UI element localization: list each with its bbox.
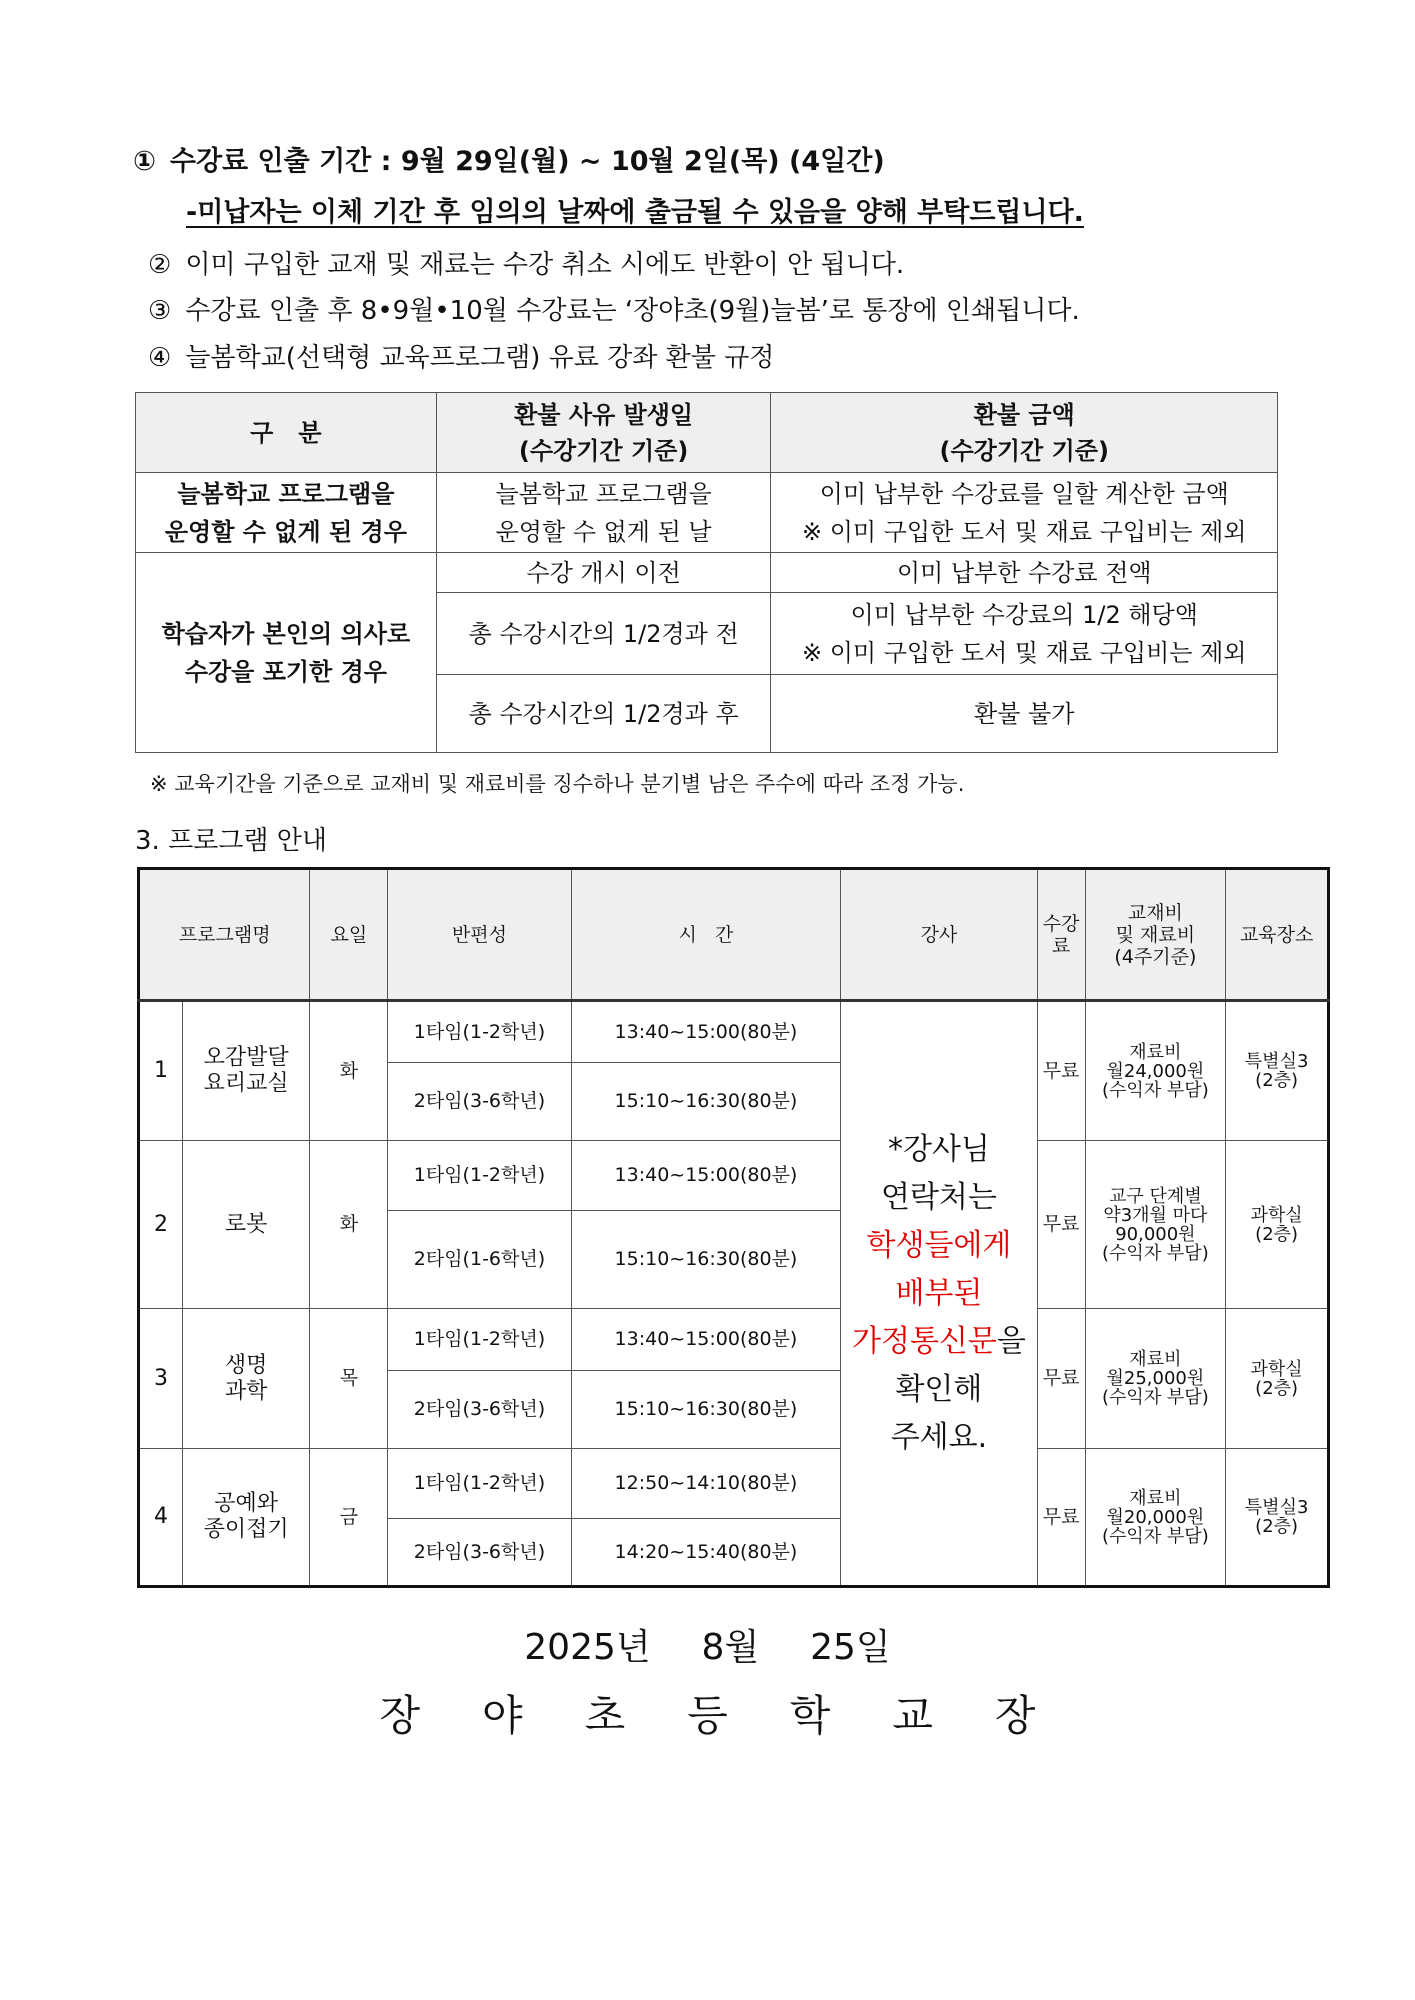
program-name <box>182 1001 310 1141</box>
program-header-material-line2: 및 재료비 <box>1115 923 1196 946</box>
program-time: 13:40~15:00(80분) <box>571 1309 841 1371</box>
program-place-line2: (2층) <box>1255 1223 1299 1245</box>
program-material <box>1085 1309 1226 1449</box>
program-no: 1 <box>139 1001 183 1141</box>
instructor-note-line7: 주세요. <box>890 1419 988 1455</box>
refund-row-1-date-line1: 늘봄학교 프로그램을 <box>495 479 712 508</box>
program-material-line1: 재료비 <box>1129 1487 1182 1509</box>
refund-header-amount-line2: (수강기간 기준) <box>939 436 1109 465</box>
program-class: 1타임(1-2학년) <box>388 1141 571 1211</box>
program-name <box>182 1449 310 1587</box>
program-name <box>182 1309 310 1449</box>
program-time: 15:10~16:30(80분) <box>571 1371 841 1449</box>
notice-item-3-text: 수강료 인출 후 8•9월•10월 수강료는 ‘장야초(9월)늘봄’로 통장에 인쇄됩니다. <box>185 296 1080 326</box>
program-place <box>1226 1001 1329 1141</box>
program-place-line2: (2층) <box>1255 1377 1299 1399</box>
notice-item-2 <box>148 248 904 282</box>
refund-row-2-category <box>136 553 437 753</box>
instructor-note-line2: 연락처는 <box>880 1179 997 1215</box>
program-class: 1타임(1-2학년) <box>388 1309 571 1371</box>
refund-row-1-category-line1: 늘봄학교 프로그램을 <box>177 479 395 508</box>
refund-header-date <box>436 393 771 473</box>
notice-item-4-text: 늘봄학교(선택형 교육프로그램) 유료 강좌 환불 규정 <box>185 343 775 373</box>
document-date: 2025년 8월 25일 <box>524 1627 891 1668</box>
program-material-line3: 90,000원 <box>1115 1223 1196 1245</box>
refund-header-date-line1: 환불 사유 발생일 <box>514 400 694 429</box>
program-place <box>1226 1449 1329 1587</box>
program-row <box>139 1309 1329 1371</box>
program-header-material-line3: (4주기준) <box>1114 945 1197 968</box>
program-header-material <box>1085 869 1226 1001</box>
refund-row-2a <box>136 553 1278 593</box>
refund-row-2-category-line1: 학습자가 본인의 의사로 <box>161 619 411 648</box>
program-time: 13:40~15:00(80분) <box>571 1001 841 1063</box>
program-day: 금 <box>310 1449 388 1587</box>
program-class: 2타임(3-6학년) <box>388 1519 571 1587</box>
program-day: 목 <box>310 1309 388 1449</box>
notice-item-1 <box>133 145 885 179</box>
program-material-line2: 월20,000원 <box>1106 1506 1205 1528</box>
refund-header-date-line2: (수강기간 기준) <box>518 436 689 465</box>
refund-row-1-date <box>436 473 771 553</box>
program-time: 15:10~16:30(80분) <box>571 1211 841 1309</box>
notice-item-2-text: 이미 구입한 교재 및 재료는 수강 취소 시에도 반환이 안 됩니다. <box>185 250 905 280</box>
program-class: 2타임(3-6학년) <box>388 1371 571 1449</box>
instructor-note-line4: 배부된 <box>895 1275 983 1311</box>
program-header-day: 요일 <box>310 869 388 1001</box>
program-material <box>1085 1449 1226 1587</box>
refund-row-2a-date: 수강 개시 이전 <box>436 553 771 593</box>
program-material-line2: 약3개월 마다 <box>1103 1204 1208 1226</box>
program-day: 화 <box>310 1001 388 1141</box>
program-time: 14:20~15:40(80분) <box>571 1519 841 1587</box>
program-row <box>139 1449 1329 1519</box>
program-header-time: 시 간 <box>571 869 841 1001</box>
circled-number-3: ③ <box>148 296 172 326</box>
notice-item-1-text: 수강료 인출 기간 : 9월 29일(월) ~ 10월 2일(목) (4일간) <box>169 146 885 177</box>
instructor-note-line3: 학생들에게 <box>866 1227 1012 1263</box>
program-time: 13:40~15:00(80분) <box>571 1141 841 1211</box>
refund-row-2a-amount: 이미 납부한 수강료 전액 <box>771 553 1278 593</box>
refund-row-2c-date: 총 수강시간의 1/2경과 후 <box>436 675 771 753</box>
program-material-line3: (수익자 부담) <box>1102 1079 1209 1101</box>
program-no: 4 <box>139 1449 183 1587</box>
program-place-line1: 특별실3 <box>1244 1497 1309 1518</box>
instructor-note-line5-red: 가정통신문 <box>851 1323 997 1359</box>
refund-row-1 <box>136 473 1278 553</box>
program-place-line2: (2층) <box>1255 1070 1299 1091</box>
program-name-line1: 로봇 <box>224 1211 268 1237</box>
program-class: 1타임(1-2학년) <box>388 1449 571 1519</box>
program-name-line2: 요리교실 <box>203 1071 289 1096</box>
instructor-note-line5 <box>841 1318 1036 1366</box>
refund-row-2b-amount <box>771 593 1278 675</box>
program-material-line2: 월24,000원 <box>1106 1060 1205 1082</box>
refund-header-amount-line1: 환불 금액 <box>973 400 1075 429</box>
instructor-note-line6: 확인해 <box>895 1371 983 1407</box>
program-time: 15:10~16:30(80분) <box>571 1063 841 1141</box>
program-place-line1: 과학실 <box>1250 1358 1303 1380</box>
program-class: 2타임(1-6학년) <box>388 1211 571 1309</box>
program-material-line1: 재료비 <box>1129 1349 1182 1370</box>
refund-row-2b-amount-line1: 이미 납부한 수강료의 1/2 해당액 <box>850 600 1198 629</box>
program-place-line2: (2층) <box>1255 1516 1299 1537</box>
program-name-line1: 공예와 <box>214 1491 279 1516</box>
program-fee: 무료 <box>1037 1001 1085 1141</box>
refund-row-1-amount-line1: 이미 납부한 수강료를 일할 계산한 금액 <box>819 479 1229 508</box>
program-class: 2타임(3-6학년) <box>388 1063 571 1141</box>
refund-header-row <box>136 393 1278 473</box>
refund-row-1-category-line2: 운영할 수 없게 된 경우 <box>164 517 407 546</box>
refund-row-1-amount-line2: ※ 이미 구입한 도서 및 재료 구입비는 제외 <box>801 517 1247 546</box>
program-class: 1타임(1-2학년) <box>388 1001 571 1063</box>
notice-item-4 <box>148 341 774 375</box>
circled-number-1: ① <box>133 146 156 177</box>
refund-policy-table <box>135 392 1278 753</box>
program-name <box>182 1141 310 1309</box>
refund-row-2b-amount-line2: ※ 이미 구입한 도서 및 재료 구입비는 제외 <box>801 638 1247 667</box>
program-header-instructor: 강사 <box>841 869 1037 1001</box>
program-material-line3: (수익자 부담) <box>1102 1387 1209 1408</box>
program-material-line3: (수익자 부담) <box>1102 1525 1209 1547</box>
program-material-line4: (수익자 부담) <box>1102 1242 1209 1264</box>
program-material-line2: 월25,000원 <box>1106 1368 1205 1389</box>
program-material-line1: 교구 단계별 <box>1109 1185 1202 1207</box>
refund-row-2b-date: 총 수강시간의 1/2경과 전 <box>436 593 771 675</box>
refund-row-2c-amount: 환불 불가 <box>771 675 1278 753</box>
program-header-place: 교육장소 <box>1226 869 1329 1001</box>
instructor-note-line1: *강사님 <box>887 1131 990 1167</box>
program-table <box>137 867 1330 1588</box>
program-material <box>1085 1141 1226 1309</box>
notice-item-3 <box>148 294 1080 328</box>
program-name-line2: 과학 <box>224 1378 268 1404</box>
program-time: 12:50~14:10(80분) <box>571 1449 841 1519</box>
instructor-note <box>841 1001 1037 1587</box>
program-name-line1: 오감발달 <box>203 1045 289 1070</box>
program-header-row <box>139 869 1329 1001</box>
refund-header-amount <box>771 393 1278 473</box>
section-title: 3. 프로그램 안내 <box>135 826 328 856</box>
program-material <box>1085 1001 1226 1141</box>
program-place-line1: 특별실3 <box>1244 1051 1309 1072</box>
program-header-fee <box>1037 869 1085 1001</box>
program-header-class: 반편성 <box>388 869 571 1001</box>
refund-row-2-category-line2: 수강을 포기한 경우 <box>184 657 387 686</box>
refund-row-1-date-line2: 운영할 수 없게 된 날 <box>495 517 712 546</box>
program-no: 2 <box>139 1141 183 1309</box>
program-fee: 무료 <box>1037 1141 1085 1309</box>
instructor-note-line5-rest: 을 <box>996 1323 1026 1359</box>
program-header-material-line1: 교재비 <box>1127 901 1183 924</box>
notice-item-1-sub-text: -미납자는 이체 기간 후 임의의 날짜에 출금될 수 있음을 양해 부탁드립니다. <box>186 197 1084 228</box>
program-fee: 무료 <box>1037 1449 1085 1587</box>
program-place <box>1226 1309 1329 1449</box>
refund-row-1-category <box>136 473 437 553</box>
program-header-fee-line1: 수강 <box>1042 912 1080 935</box>
principal-signature-line: 장야초등학교장 <box>379 1691 1098 1740</box>
circled-number-2: ② <box>148 250 172 280</box>
program-day: 화 <box>310 1141 388 1309</box>
notice-item-1-sub <box>186 196 1084 230</box>
program-header-fee-line2: 료 <box>1051 934 1071 957</box>
program-fee: 무료 <box>1037 1309 1085 1449</box>
program-place <box>1226 1141 1329 1309</box>
program-material-line1: 재료비 <box>1129 1041 1182 1063</box>
program-header-name: 프로그램명 <box>139 869 310 1001</box>
footnote: ※ 교육기간을 기준으로 교재비 및 재료비를 징수하나 분기별 남은 주수에 따라 조정 가능. <box>150 772 965 796</box>
refund-header-category: 구 분 <box>136 393 437 473</box>
circled-number-4: ④ <box>148 343 172 373</box>
program-name-line1: 생명 <box>224 1352 268 1378</box>
refund-row-1-amount <box>771 473 1278 553</box>
program-no: 3 <box>139 1309 183 1449</box>
program-name-line2: 종이접기 <box>203 1517 289 1542</box>
program-row <box>139 1141 1329 1211</box>
program-row <box>139 1001 1329 1063</box>
program-place-line1: 과학실 <box>1250 1204 1303 1226</box>
